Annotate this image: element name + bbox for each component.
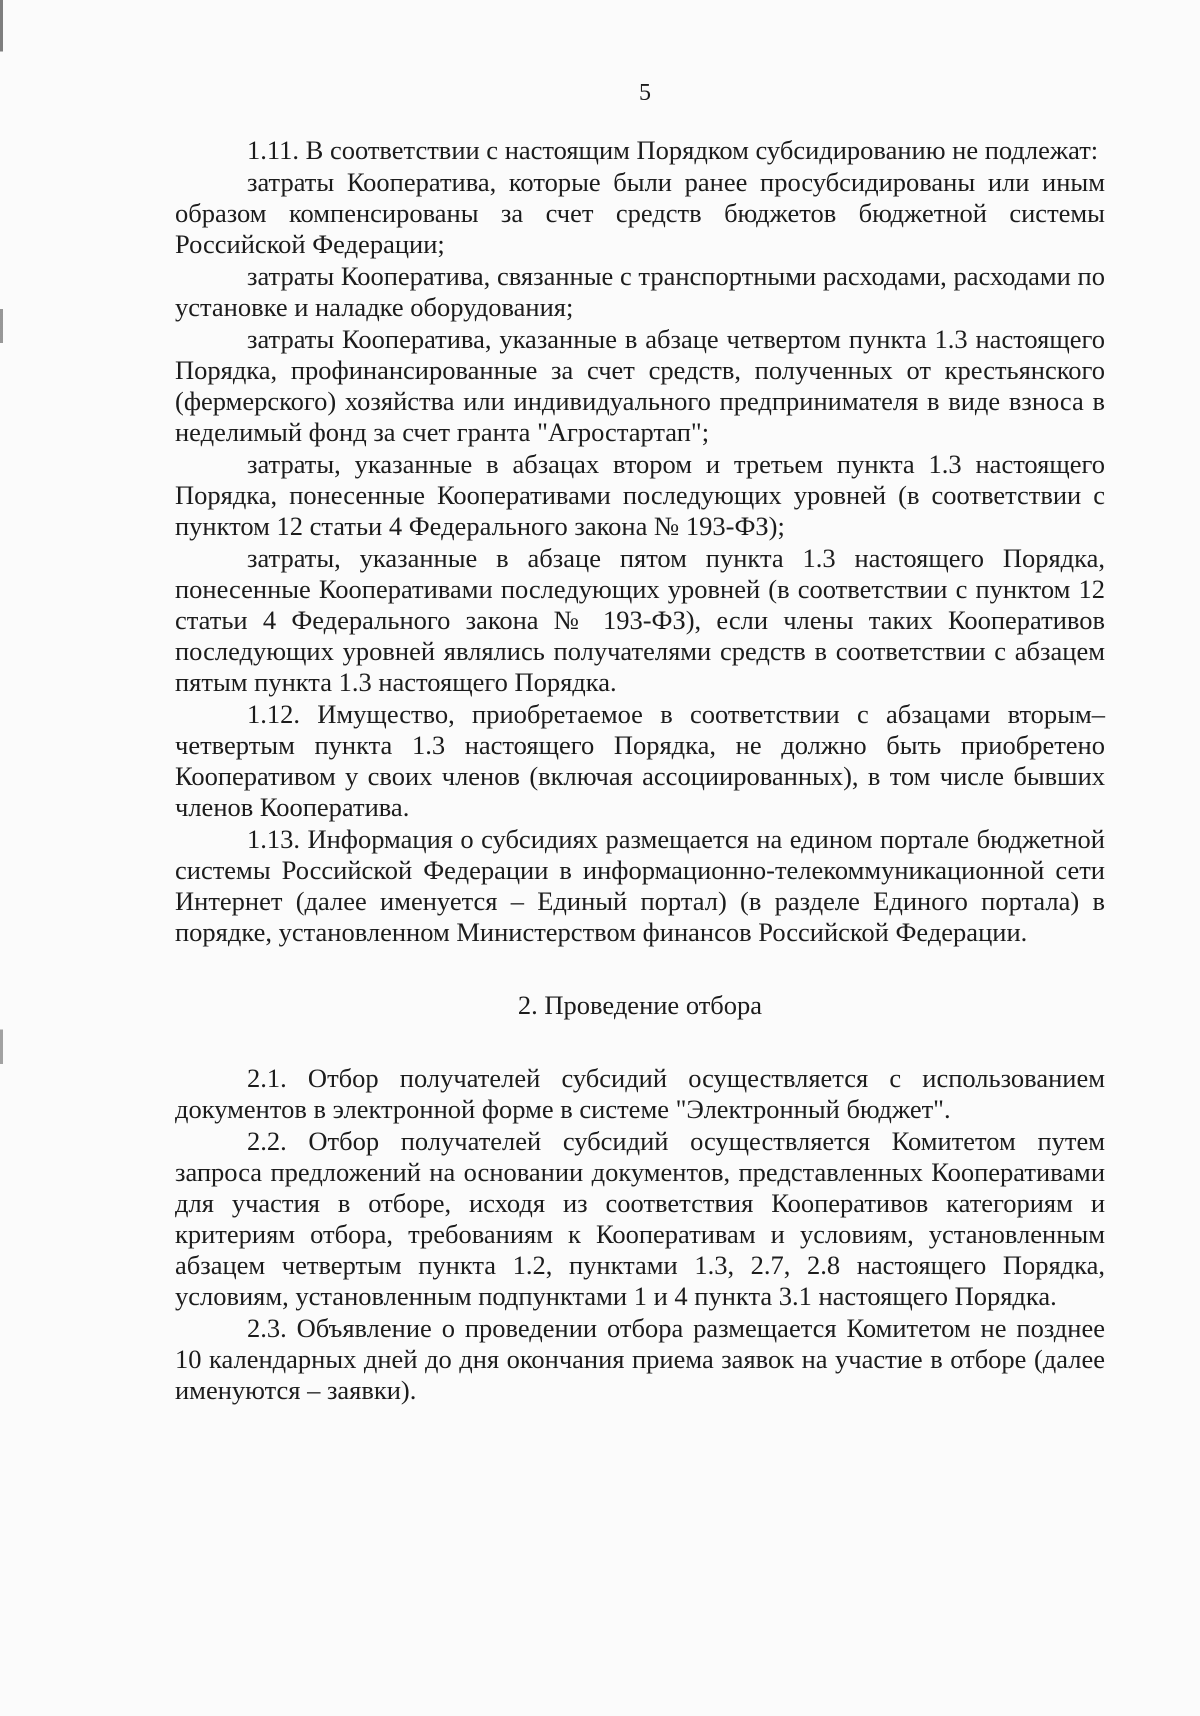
paragraph-costs-agrostartap: затраты Кооператива, указанные в абзаце четвертом пункта 1.3 настоящего Порядка, профинансированные за счет средств, полученных от крестьянского (фермерского) хозяйства или индивидуального предпринимателя в виде взноса в неделимый фонд за счет гранта "Агростартап"; xyxy=(175,324,1105,447)
paragraph-costs-compensated: затраты Кооператива, которые были ранее просубсидированы или иным образом компенсированы за счет средств бюджетов бюджетной системы Российской Федерации; xyxy=(175,167,1105,259)
paragraph-1-11: 1.11. В соответствии с настоящим Порядком субсидированию не подлежат: xyxy=(247,135,1099,165)
document-body xyxy=(175,135,1105,1407)
scan-edge xyxy=(0,0,3,1716)
paragraph-costs-second-third: затраты, указанные в абзацах втором и третьем пункта 1.3 настоящего Порядка, понесенные Кооперативами последующих уровней (в соответствии с пунктом 12 статьи 4 Федерального закона № 193-ФЗ); xyxy=(175,449,1105,541)
paragraph-2-1: 2.1. Отбор получателей субсидий осуществляется с использованием документов в электронной форме в системе "Электронный бюджет". xyxy=(175,1063,1105,1124)
paragraph-costs-fifth: затраты, указанные в абзаце пятом пункта 1.3 настоящего Порядка, понесенные Кооперативами последующих уровней (в соответствии с пунктом 12 статьи 4 Федерального закона № 193-ФЗ), если члены таких Кооперативов последующих уровней являлись получателями средств в соответствии с абзацем пятым пункта 1.3 настоящего Порядка. xyxy=(175,543,1105,697)
paragraph-2-3: 2.3. Объявление о проведении отбора размещается Комитетом не позднее 10 календарных дней до дня окончания приема заявок на участие в отборе (далее именуются – заявки). xyxy=(175,1313,1105,1405)
section-heading: 2. Проведение отбора xyxy=(517,990,763,1020)
paragraph-costs-transport: затраты Кооператива, связанные с транспортными расходами, расходами по установке и наладке оборудования; xyxy=(175,261,1105,322)
paragraph-1-13: 1.13. Информация о субсидиях размещается на едином портале бюджетной системы Российской Федерации в информационно-телекоммуникационной сети Интернет (далее именуется – Единый портал) (в разделе Единого портала) в порядке, установленном Министерством финансов Российской Федерации. xyxy=(175,824,1105,947)
paragraph-2-2: 2.2. Отбор получателей субсидий осуществляется Комитетом путем запроса предложений на основании документов, представленных Кооперативами для участия в отборе, исходя из соответствия Кооперативов категориям и критериям отбора, требованиям к Кооперативам и условиям, установленным абзацем четвертым пункта 1.2, пунктами 1.3, 2.7, 2.8 настоящего Порядка, условиям, установленным подпунктами 1 и 4 пункта 3.1 настоящего Порядка. xyxy=(175,1126,1105,1311)
paragraph-1-12: 1.12. Имущество, приобретаемое в соответствии с абзацами вторым–четвертым пункта 1.3 настоящего Порядка, не должно быть приобретено Кооперативом у своих членов (включая ассоциированных), в том числе бывших членов Кооператива. xyxy=(175,699,1105,822)
page-number: 5 xyxy=(639,80,651,106)
